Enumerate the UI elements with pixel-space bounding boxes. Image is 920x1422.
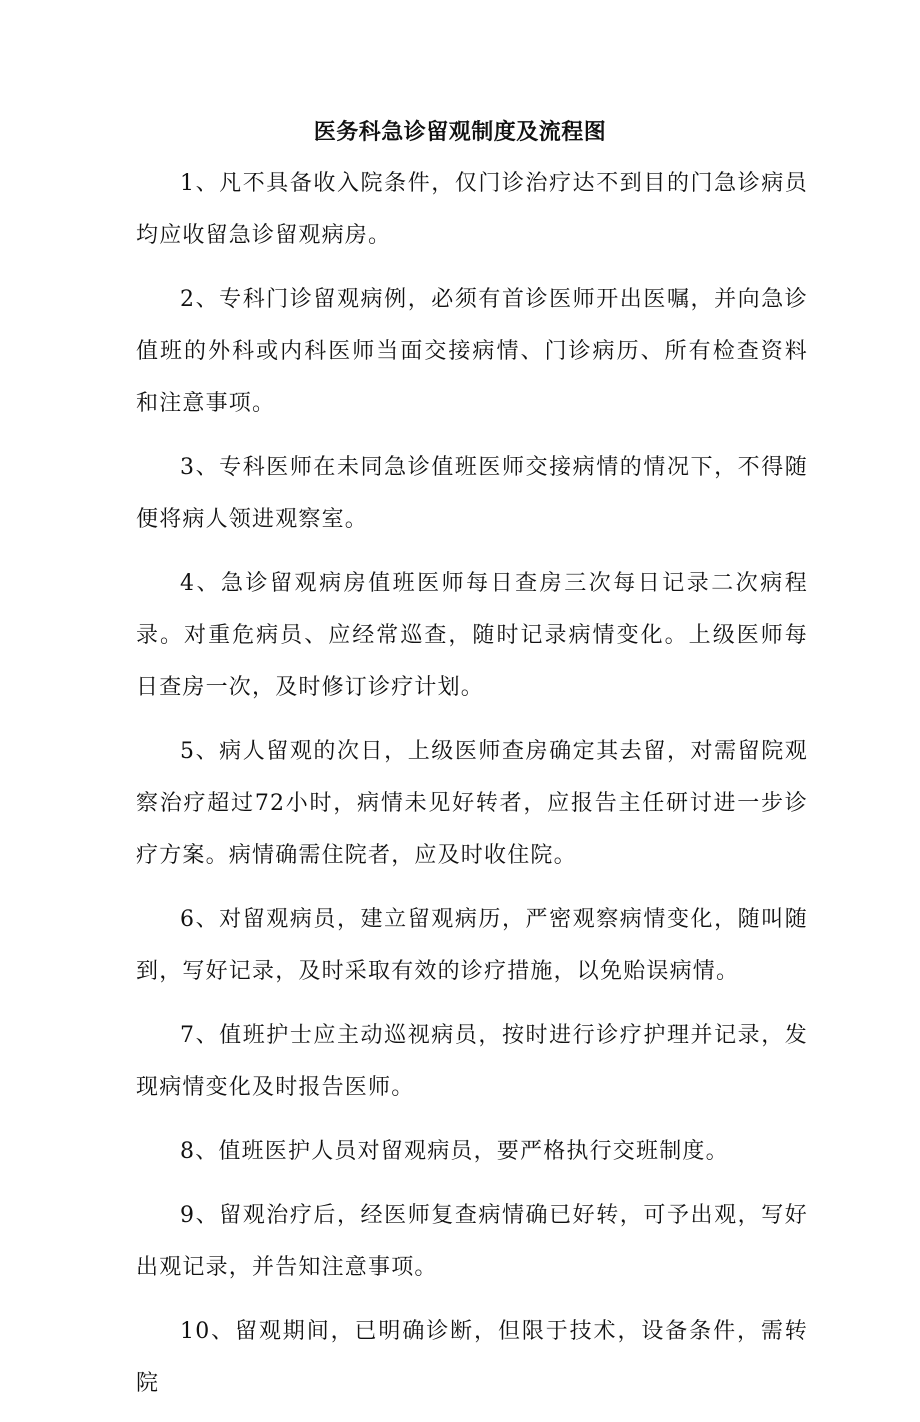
document-title: 医务科急诊留观制度及流程图	[313, 119, 607, 145]
document-body	[136, 158, 808, 1422]
paragraph-6: 6、对留观病员，建立留观病历，严密观察病情变化，随叫随到，写好记录，及时采取有效的诊疗措施，以免贻误病情。	[136, 907, 808, 984]
paragraph-4: 4、急诊留观病房值班医师每日查房三次每日记录二次病程录。对重危病员、应经常巡查，随时记录病情变化。上级医师每日查房一次，及时修订诊疗计划。	[136, 571, 808, 700]
paragraph-8: 8、值班医护人员对留观病员，要严格执行交班制度。	[180, 1139, 729, 1164]
paragraph-1: 1、凡不具备收入院条件，仅门诊治疗达不到目的门急诊病员均应收留急诊留观病房。	[136, 171, 808, 248]
paragraph-7: 7、值班护士应主动巡视病员，按时进行诊疗护理并记录，发现病情变化及时报告医师。	[136, 1023, 808, 1100]
paragraph-2: 2、专科门诊留观病例，必须有首诊医师开出医嘱，并向急诊值班的外科或内科医师当面交接病情、门诊病历、所有检查资料和注意事项。	[136, 287, 808, 416]
paragraph-10: 10、留观期间，已明确诊断，但限于技术，设备条件，需转院	[136, 1319, 808, 1396]
paragraph-9: 9、留观治疗后，经医师复查病情确已好转，可予出观，写好出观记录，并告知注意事项。	[136, 1203, 808, 1280]
paragraph-3: 3、专科医师在未同急诊值班医师交接病情的情况下，不得随便将病人领进观察室。	[136, 455, 808, 532]
paragraph-5: 5、病人留观的次日，上级医师查房确定其去留，对需留院观察治疗超过72小时，病情未见好转者，应报告主任研讨进一步诊疗方案。病情确需住院者，应及时收住院。	[136, 739, 808, 868]
